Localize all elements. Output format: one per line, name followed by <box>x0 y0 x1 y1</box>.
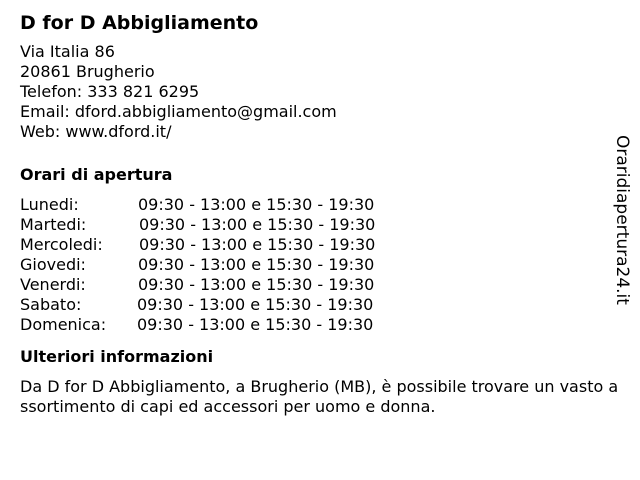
time-range: 09:30 - 13:00 e 15:30 - 19:30 <box>138 195 375 214</box>
hours-row-lunedi <box>20 195 610 215</box>
time-range: 09:30 - 13:00 e 15:30 - 19:30 <box>138 255 375 274</box>
hours-row-venerdi <box>20 275 610 295</box>
day-label: Giovedi: <box>20 255 86 274</box>
opening-hours-table <box>20 195 610 335</box>
phone-line: Telefon: 333 821 6295 <box>20 82 200 101</box>
hours-row-sabato <box>20 295 610 315</box>
day-label: Martedi: <box>20 215 87 234</box>
more-info-heading: Ulteriori informazioni <box>20 347 214 366</box>
hours-row-mercoledi <box>20 235 610 255</box>
email-line: Email: dford.abbigliamento@gmail.com <box>20 102 337 121</box>
day-label: Mercoledi: <box>20 235 103 254</box>
web-line: Web: www.dford.it/ <box>20 122 172 141</box>
address-line: Via Italia 86 <box>20 42 115 61</box>
business-name: D for D Abbigliamento <box>20 12 259 34</box>
hours-row-giovedi <box>20 255 610 275</box>
day-label: Lunedi: <box>20 195 79 214</box>
city-line: 20861 Brugherio <box>20 62 155 81</box>
hours-row-domenica <box>20 315 610 335</box>
time-range: 09:30 - 13:00 e 15:30 - 19:30 <box>137 315 374 334</box>
opening-hours-heading: Orari di apertura <box>20 165 173 184</box>
hours-row-martedi <box>20 215 610 235</box>
day-label: Domenica: <box>20 315 107 334</box>
day-label: Venerdi: <box>20 275 86 294</box>
time-range: 09:30 - 13:00 e 15:30 - 19:30 <box>139 235 376 254</box>
contact-block <box>20 42 610 142</box>
business-card <box>20 10 619 417</box>
time-range: 09:30 - 13:00 e 15:30 - 19:30 <box>138 275 375 294</box>
more-info-text: Da D for D Abbigliamento, a Brugherio (MB), è possibile trovare un vasto assortimento di capi ed accessori per uomo e donna. <box>20 377 619 416</box>
time-range: 09:30 - 13:00 e 15:30 - 19:30 <box>137 295 374 314</box>
site-watermark: Oraridiapertura24.it <box>612 135 632 305</box>
time-range: 09:30 - 13:00 e 15:30 - 19:30 <box>139 215 376 234</box>
day-label: Sabato: <box>20 295 82 314</box>
